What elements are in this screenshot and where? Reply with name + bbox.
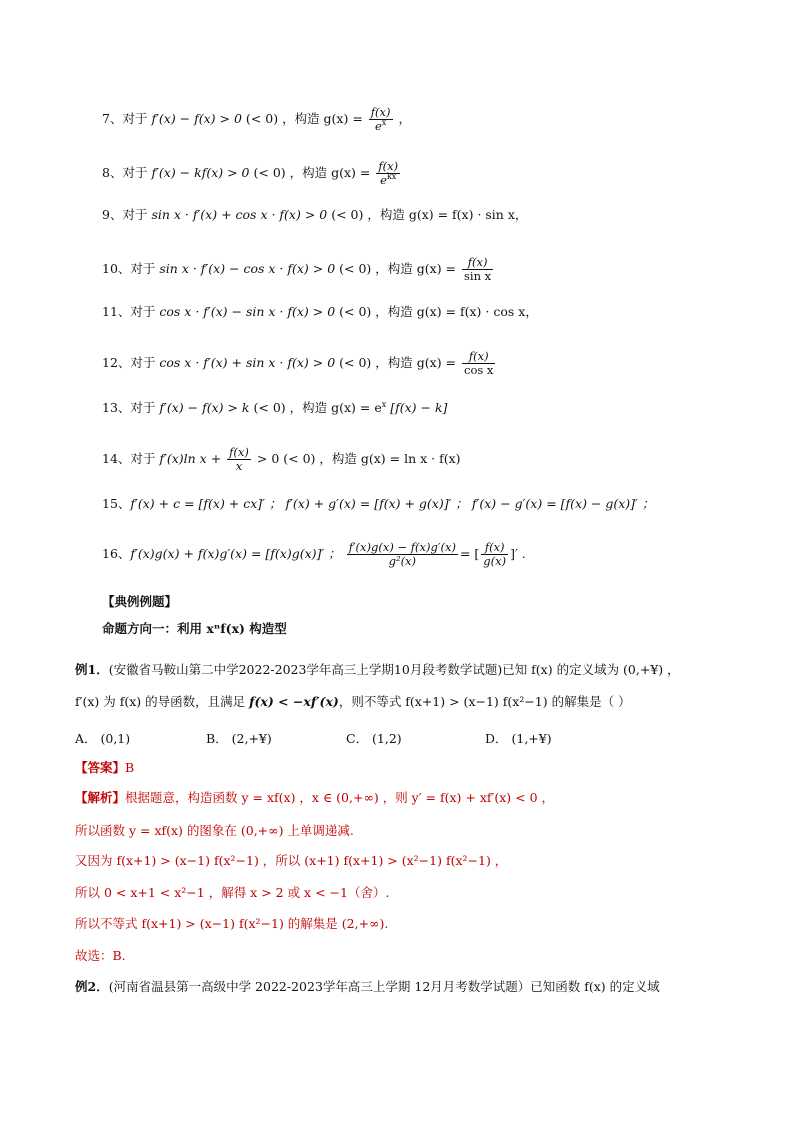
example-label: 例1． [75, 662, 109, 677]
answer-line: 【答案】B [75, 760, 135, 775]
example-1-line2: f′(x) 为 f(x) 的导函数，且满足 f(x) < −xf′(x)，则不等式 f(x+1) > (x−1) f(x²−1) 的解集是（ ） [75, 694, 631, 709]
alt-condition: (< 0) [245, 111, 279, 126]
item-8: 8、对于 f′(x) − kf(x) > 0 (< 0) ，构造 g(x) = $\frac{f(x)}{e^{kx}}$ [102, 159, 399, 187]
construct: ，构造 g(x) = [282, 111, 363, 126]
item-7: 7、对于 f′(x) − f(x) > 0 (< 0) ，构造 g(x) = $\frac{f(x)}{e^x}$ ， [102, 105, 411, 133]
choice-c: C． (1,2) [346, 731, 402, 746]
item-9: 9、对于 sin x · f′(x) + cos x · f(x) > 0 (< 0) ，构造 g(x) = f(x) · sin x， [102, 207, 528, 222]
direction-heading: 命题方向一：利用 xⁿf(x) 构造型 [102, 621, 287, 636]
condition: f′(x) − f(x) > 0 [151, 111, 242, 126]
fraction: $\frac{f(x)}{\text{cos x}}$ [464, 349, 494, 377]
choice-b: B． (2,+¥) [206, 731, 272, 746]
fraction: $\frac{f'(x)g(x) - f(x)g'(x)}{\text{g²(x)}}$ [348, 540, 456, 568]
item-10: 10、对于 sin x · f′(x) − cos x · f(x) > 0 (< 0) ，构造 g(x) = $\frac{f(x)}{\text{sin x}}$ [102, 255, 492, 283]
example-2-line1: 例2．(河南省温县第一高级中学 2022-2023学年高三上学期 12月月考数学试题）已知函数 f(x) 的定义域 [75, 979, 660, 994]
item-13: 13、对于 f′(x) − f(x) > k (< 0) ，构造 $g(x) = e^x$ [f(x) − k] [102, 399, 448, 415]
analysis-line-1: 【解析】根据题意，构造函数 y = xf(x) ，x ∈ (0,+∞) ，则 y′ = f(x) + xf′(x) < 0 ， [75, 790, 555, 805]
item-16: 16、f′(x)g(x) + f(x)g′(x) = [f(x)g(x)]′ ； $\frac{f'(x)g(x) - f(x)g'(x)}{\text{g²(x)}}$ = [ $\frac{f(x)}{g(x)}$ ]′ . [102, 540, 526, 568]
analysis-line-5: 所以不等式 f(x+1) > (x−1) f(x²−1) 的解集是 (2,+∞). [75, 916, 389, 931]
item-12: 12、对于 cos x · f′(x) + sin x · f(x) > 0 (< 0) ，构造 g(x) = $\frac{f(x)}{\text{cos x}}$ [102, 349, 494, 377]
choice-a: A． (0,1) [75, 731, 131, 746]
fraction: $\frac{f(x)}{x}$ [229, 445, 249, 473]
analysis-line-6: 故选：B. [75, 948, 126, 963]
fraction: $\frac{f(x)}{g(x)}$ [483, 540, 507, 568]
analysis-line-4: 所以 0 < x+1 < x²−1 ，解得 x > 2 或 x < −1（舍）. [75, 885, 390, 900]
item-15: 15、f′(x) + c = [f(x) + cx]′ ； f′(x) + g′(x) = [f(x) + g(x)]′ ； f′(x) − g′(x) = [f(x) − g(x)]′ ； [102, 496, 655, 511]
fraction: $\frac{f(x)}{e^x}$ [370, 105, 391, 133]
section-heading: 【典例例题】 [102, 594, 178, 609]
analysis-line-3: 又因为 f(x+1) > (x−1) f(x²−1) ，所以 (x+1) f(x+1) > (x²−1) f(x²−1) ， [75, 853, 508, 868]
item-11: 11、对于 cos x · f′(x) − sin x · f(x) > 0 (< 0) ，构造 g(x) = f(x) · cos x， [102, 304, 538, 319]
fraction: $\frac{f(x)}{e^{kx}}$ [378, 159, 399, 187]
item-number: 7、对于 [102, 111, 148, 126]
example-1-line1: 例1．(安徽省马鞍山第二中学2022-2023学年高三上学期10月段考数学试题)已知 f(x) 的定义域为 (0,+¥) ， [75, 662, 680, 677]
fraction: $\frac{f(x)}{\text{sin x}}$ [464, 255, 492, 283]
analysis-line-2: 所以函数 y = xf(x) 的图象在 (0,+∞) 上单调递减. [75, 823, 354, 838]
choice-d: D． (1,+¥) [485, 731, 552, 746]
item-14: 14、对于 f′(x)ln x + $\frac{f(x)}{x}$ > 0 (< 0) ，构造 g(x) = ln x · f(x) [102, 445, 461, 473]
